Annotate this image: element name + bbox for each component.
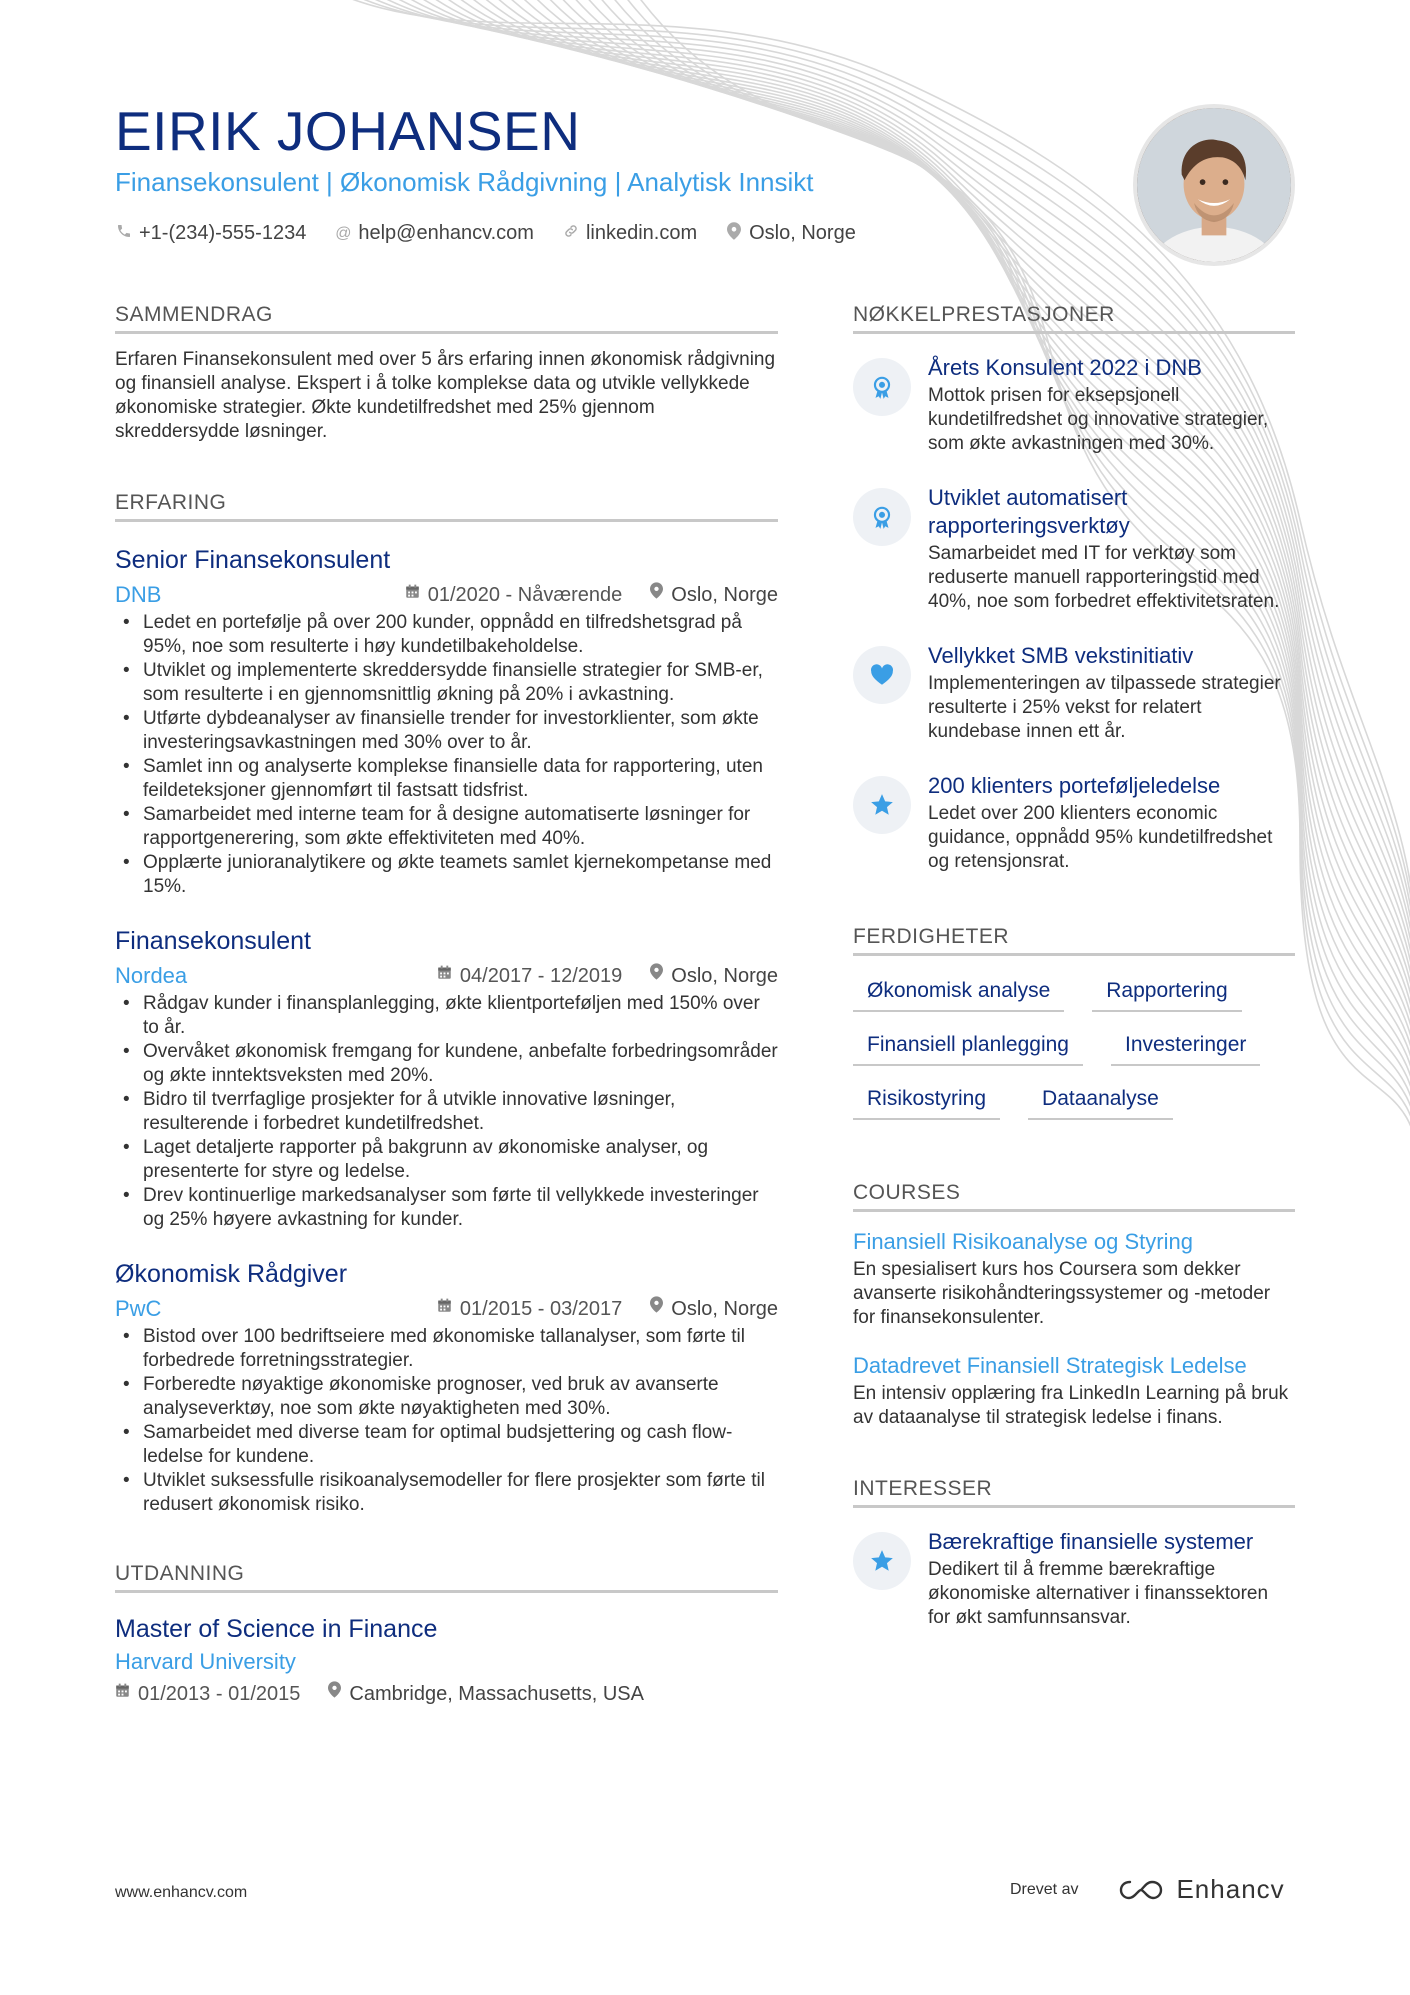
contact-linkedin[interactable] [562,222,697,245]
achievement-title: Årets Konsulent 2022 i DNB [928,355,1202,380]
skill-tag: Investeringer [1111,1026,1260,1066]
job-bullet: • Overvåket økonomisk fremgang for kundene, anbefalte forbedringsområder og økte inntektsveksten med 20%. [115,1040,778,1088]
course-title: Finansiell Risikoanalyse og Styring [853,1229,1193,1254]
skill-tag: Finansiell planlegging [853,1026,1083,1066]
calendar-icon [115,1682,130,1706]
achievement-description: Samarbeidet med IT for verktøy som reduserte manuell rapporteringstid med 40%, noe som forbedret effektivitetsraten. [928,543,1280,612]
courses-section [853,1180,1295,1430]
phone-icon [115,223,133,244]
interest-description: Dedikert til å fremme bærekraftige økonomiske alternativer i finanssektoren for økt samfunnsansvar. [928,1559,1269,1628]
resume-header [115,98,1095,245]
location-pin-icon [725,222,743,245]
job-entry [115,544,778,899]
location-pin-icon [650,582,663,607]
job-bullet: • Ledet en portefølje på over 200 kunder, oppnådd en tilfredshetsgrad på 95%, noe som resulterte i høy kundetilbakeholdelse. [115,611,778,659]
achievement-description: Ledet over 200 klienters economic guidance, oppnådd 95% kundetilfredshet og retensjonsrat. [928,803,1273,872]
left-column [115,302,778,1706]
skills-list [853,972,1295,1134]
contact-row [115,222,1095,245]
job-location-text: Oslo, Norge [671,583,778,606]
contact-phone[interactable] [115,222,306,245]
skill-tag: Dataanalyse [1028,1080,1173,1120]
courses-heading: COURSES [853,1180,1295,1212]
skill-tag: Økonomisk analyse [853,972,1064,1012]
course-item [853,1352,1295,1430]
location-pin-icon [650,963,663,988]
job-title: Senior Finansekonsulent [115,546,391,574]
skills-section [853,924,1295,1134]
job-bullet: • Bidro til tverrfaglige prosjekter for å utvikle innovative løsninger, resulterende i forbedret kundetilfredshet. [115,1088,778,1136]
interests-heading: INTERESSER [853,1476,1295,1508]
job-bullet: • Rådgav kunder i finansplanlegging, økte klientporteføljen med 150% over to år. [115,992,778,1040]
calendar-icon [437,964,452,988]
course-title: Datadrevet Finansiell Strategisk Ledelse [853,1353,1247,1378]
job-bullet: • Bistod over 100 bedriftseiere med økonomiske tallanalyser, som førte til forbedrede forretningsstrategier. [115,1325,778,1373]
education-degree: Master of Science in Finance [115,1615,438,1643]
job-entry [115,925,778,1232]
interests-section [853,1476,1295,1630]
education-location [328,1681,644,1706]
education-heading: UTDANNING [115,1561,778,1593]
job-date [437,964,622,988]
achievement-item [853,484,1295,614]
education-meta [115,1681,778,1706]
candidate-headline: Finansekonsulent | Økonomisk Rådgivning | Analytisk Innsikt [115,167,814,197]
award-icon [853,488,911,546]
job-meta [115,1296,778,1321]
interest-title: Bærekraftige finansielle systemer [928,1529,1254,1554]
skill-tag: Rapportering [1092,972,1241,1012]
job-bullet: • Samarbeidet med diverse team for optimal budsjettering og cash flow-ledelse for kundene. [115,1421,778,1469]
job-bullet: • Utførte dybdeanalyser av finansielle trender for investorklienter, som økte investeringsavkastningen med 30% over to år. [115,707,778,755]
job-bullets [115,1325,778,1517]
achievements-section [853,302,1295,874]
contact-linkedin-text: linkedin.com [585,222,698,244]
achievement-title: Vellykket SMB vekstinitiativ [928,643,1194,668]
job-location-text: Oslo, Norge [671,1297,778,1320]
infinity-logo-icon [1118,1877,1164,1903]
heart-icon [853,646,911,704]
at-icon: @ [335,224,352,242]
powered-by-label: Drevet av [1010,1880,1079,1898]
link-icon [562,223,580,244]
job-bullet: • Samlet inn og analyserte komplekse finansielle data for rapportering, uten feildeteksjoner gjennomført til fastsatt tidsfrist. [115,755,778,803]
job-meta [115,963,778,988]
job-bullets [115,611,778,899]
job-company: DNB [115,581,162,607]
job-bullet: • Forberedte nøyaktige økonomiske prognoser, ved bruk av avanserte analyseverktøy, noe som økte nøyaktigheten med 30%. [115,1373,778,1421]
job-bullet: • Utviklet suksessfulle risikoanalysemodeller for flere prosjekter som førte til redusert økonomisk risiko. [115,1469,778,1517]
education-location-text: Cambridge, Massachusetts, USA [349,1682,644,1705]
job-title: Finansekonsulent [115,927,311,955]
job-bullet: • Utviklet og implementerte skreddersydde finansielle strategier for SMB-er, som resulterte i en gjennomsnittlig økning på 20% i avkastning. [115,659,778,707]
job-company: PwC [115,1295,162,1321]
footer-branding [1010,1874,1285,1905]
right-column [853,302,1295,1630]
job-bullet: • Drev kontinuerlige markedsanalyser som førte til vellykkede investeringer og 25% høyere avkastning for kunder. [115,1184,778,1232]
achievement-description: Mottok prisen for eksepsjonell kundetilfredshet og innovative strategier, som økte avkastningen med 30%. [928,385,1269,454]
achievement-title: 200 klienters porteføljeledelse [928,773,1221,798]
course-description: En spesialisert kurs hos Coursera som dekker avanserte risikohåndteringssystemer og -metoder for finansekonsulenter. [853,1259,1271,1328]
summary-heading: SAMMENDRAG [115,302,778,334]
job-bullets [115,992,778,1232]
award-icon [853,358,911,416]
experience-section [115,490,778,1517]
job-company: Nordea [115,962,188,988]
job-meta [115,582,778,607]
achievements-heading: NØKKELPRESTASJONER [853,302,1295,334]
skills-heading: FERDIGHETER [853,924,1295,956]
summary-text: Erfaren Finansekonsulent med over 5 års erfaring innen økonomisk rådgivning og finansiell analyse. Ekspert i å tolke komplekse data og utvikle vellykkede økonomiske strategier. Økte kundetilfredshet med 25% gjennom skreddersydde løsninger. [115,349,776,442]
job-entry [115,1258,778,1517]
education-section [115,1561,778,1706]
achievement-item [853,772,1295,874]
job-date [405,583,623,607]
job-date-text: 01/2020 - Nåværende [427,583,623,606]
job-date [437,1297,622,1321]
interest-item [853,1528,1295,1630]
contact-phone-text: +1-(234)-555-1234 [139,222,307,244]
job-location-text: Oslo, Norge [671,964,778,987]
footer-website[interactable]: www.enhancv.com [115,1884,248,1901]
location-pin-icon [650,1296,663,1321]
job-location [650,963,778,988]
calendar-icon [405,583,420,607]
job-date-text: 04/2017 - 12/2019 [459,964,623,987]
education-date [115,1682,300,1706]
achievement-item [853,642,1295,744]
candidate-name: EIRIK JOHANSEN [115,100,581,162]
course-description: En intensiv opplæring fra LinkedIn Learning på bruk av dataanalyse til strategisk ledelse i finans. [853,1383,1289,1428]
achievement-description: Implementeringen av tilpassede strategier resulterte i 25% vekst for relatert kundebase innen ett år. [928,673,1281,742]
star-icon [853,776,911,834]
achievement-item [853,354,1295,456]
job-location [650,582,778,607]
contact-email-text: help@enhancv.com [358,222,534,244]
summary-section [115,302,778,444]
achievement-title: Utviklet automatisert rapporteringsverktøy [928,485,1130,538]
skill-tag: Risikostyring [853,1080,1000,1120]
profile-photo [1133,104,1295,266]
location-pin-icon [328,1681,341,1706]
brand-name: Enhancv [1176,1874,1285,1904]
star-icon [853,1532,911,1590]
job-location [650,1296,778,1321]
education-school: Harvard University [115,1649,296,1674]
contact-location-text: Oslo, Norge [749,222,856,244]
experience-heading: ERFARING [115,490,778,522]
job-bullet: • Laget detaljerte rapporter på bakgrunn av økonomiske analyser, og presenterte for styre og ledelse. [115,1136,778,1184]
contact-location [725,222,856,245]
course-item [853,1228,1295,1330]
brand-logo[interactable] [1118,1874,1284,1905]
calendar-icon [437,1297,452,1321]
job-bullet: • Opplærte junioranalytikere og økte teamets samlet kjernekompetanse med 15%. [115,851,778,899]
job-date-text: 01/2015 - 03/2017 [459,1297,623,1320]
contact-email[interactable] [334,222,534,245]
education-entry [115,1613,778,1706]
education-date-text: 01/2013 - 01/2015 [138,1682,301,1705]
job-title: Økonomisk Rådgiver [115,1260,348,1288]
job-bullet: • Samarbeidet med interne team for å designe automatiserte løsninger for rapportgenerering, som økte effektiviteten med 40%. [115,803,778,851]
